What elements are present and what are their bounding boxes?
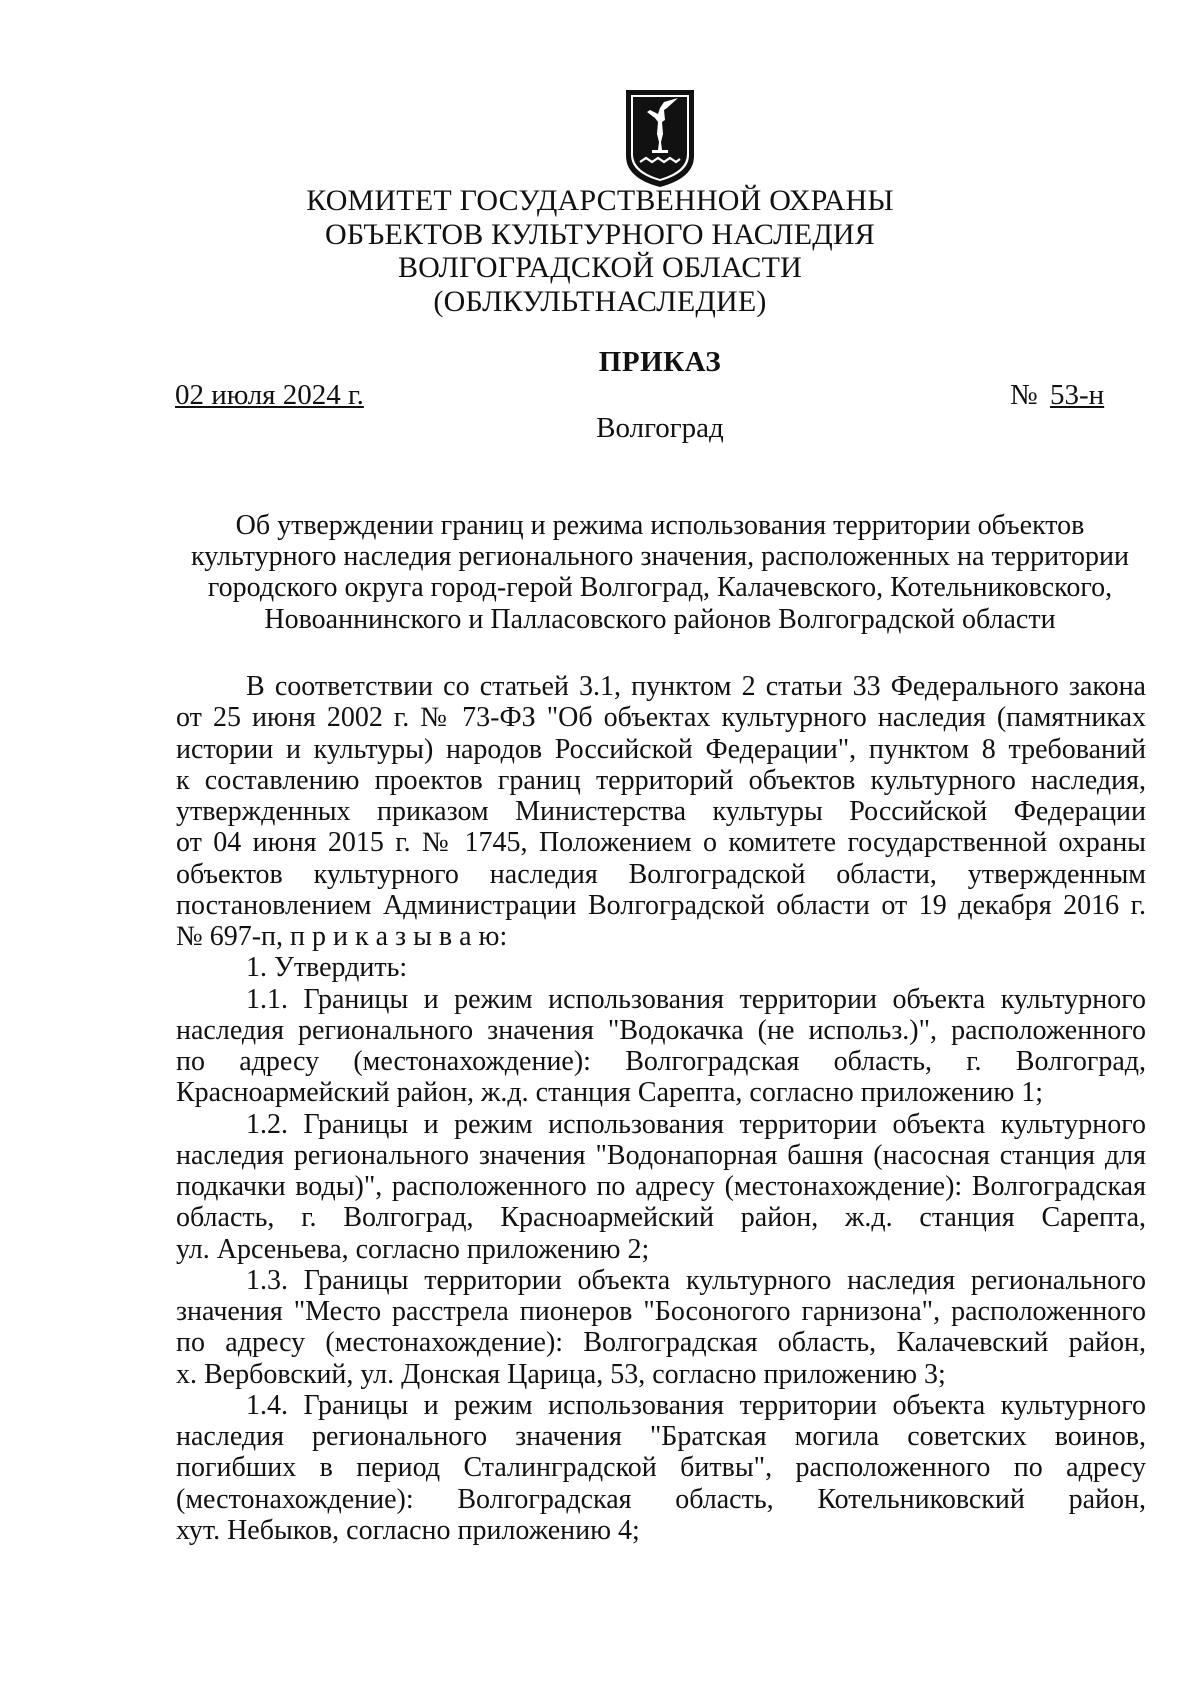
body-line: по адресу (местонахождение): Волгоградская область, Калачевский район, — [176, 1327, 1146, 1359]
body-line: хут. Небыков, согласно приложению 4; — [176, 1514, 640, 1546]
body-line: истории и культуры) народов Российской Федерации", пунктом 8 требований — [176, 733, 1146, 765]
body-line: объектов культурного наследия Волгоградской области, утвержденным — [176, 858, 1146, 890]
org-line: (ОБЛКУЛЬТНАСЛЕДИЕ) — [433, 284, 767, 318]
body-line: № 697-п, п р и к а з ы в а ю: — [176, 921, 508, 952]
subject-line: культурного наследия регионального значения, расположенных на территории — [191, 541, 1129, 573]
body-line: (местонахождение): Волгоградская область, Котельниковский район, — [176, 1483, 1146, 1515]
subject-line: Об утверждении границ и режима использования территории объектов — [235, 510, 1085, 541]
body-line: значения "Место расстрела пионеров "Босоногого гарнизона", расположенного — [176, 1296, 1146, 1327]
document-title: ПРИКАЗ — [598, 346, 722, 378]
body-line: наследия регионального значения "Братская могила советских воинов, — [176, 1421, 1146, 1452]
org-line: ОБЪЕКТОВ КУЛЬТУРНОГО НАСЛЕДИЯ — [324, 217, 875, 251]
body-line: подкачки воды)", расположенного по адресу (местонахождение): Волгоградская — [176, 1171, 1146, 1202]
document-number: 53-н — [1050, 379, 1105, 411]
body-line: по адресу (местонахождение): Волгоградская область, г. Волгоград, — [176, 1046, 1146, 1077]
body-line: погибших в период Сталинградской битвы", расположенного по адресу — [176, 1452, 1146, 1484]
body-line: 1.3. Границы территории объекта культурного наследия регионального — [246, 1264, 1146, 1296]
body-line: х. Вербовский, ул. Донская Царица, 53, согласно приложению 3; — [176, 1358, 946, 1390]
body-line: 1.2. Границы и режим использования территории объекта культурного — [246, 1108, 1146, 1140]
body-line: 1. Утвердить: — [246, 952, 408, 984]
document-city: Волгоград — [596, 412, 724, 444]
organization-name — [290, 184, 910, 318]
subject-line: Новоаннинского и Палласовского районов Волгоградской области — [264, 603, 1056, 635]
org-line: ВОЛГОГРАДСКОЙ ОБЛАСТИ — [397, 251, 803, 284]
document-body — [176, 671, 1146, 1546]
body-line: постановлением Администрации Волгоградской области от 19 декабря 2016 г. — [176, 889, 1146, 921]
body-line: утвержденных приказом Министерства культуры Российской Федерации — [176, 796, 1146, 827]
body-line: В соответствии со статьей 3.1, пунктом 2 статьи 33 Федерального закона — [246, 671, 1146, 702]
body-line: область, г. Волгоград, Красноармейский район, ж.д. станция Сарепта, — [176, 1202, 1146, 1234]
body-line: от 25 июня 2002 г. № 73-ФЗ "Об объектах культурного наследия (памятниках — [176, 702, 1146, 734]
body-line: наследия регионального значения "Водонапорная башня (насосная станция для — [176, 1139, 1146, 1171]
document-date: 02 июля 2024 г. — [175, 379, 364, 411]
org-line: КОМИТЕТ ГОСУДАРСТВЕННОЙ ОХРАНЫ — [306, 184, 894, 217]
document-number-label: № — [1010, 379, 1038, 411]
body-line: от 04 июня 2015 г. № 1745, Положением о комитете государственной охраны — [176, 827, 1146, 859]
document-subject — [180, 510, 1140, 635]
body-line: к составлению проектов границ территорий объектов культурного наследия, — [176, 764, 1146, 796]
subject-line: городского округа город-герой Волгоград, Калачевского, Котельниковского, — [207, 572, 1113, 604]
body-line: наследия регионального значения "Водокачка (не использ.)", расположенного — [176, 1014, 1146, 1046]
body-line: ул. Арсеньева, согласно приложению 2; — [176, 1233, 650, 1265]
body-line: 1.4. Границы и режим использования территории объекта культурного — [246, 1389, 1146, 1421]
body-line: Красноармейский район, ж.д. станция Сарепта, согласно приложению 1; — [176, 1077, 1044, 1109]
body-line: 1.1. Границы и режим использования территории объекта культурного — [246, 983, 1146, 1015]
coat-of-arms-icon — [622, 86, 698, 190]
